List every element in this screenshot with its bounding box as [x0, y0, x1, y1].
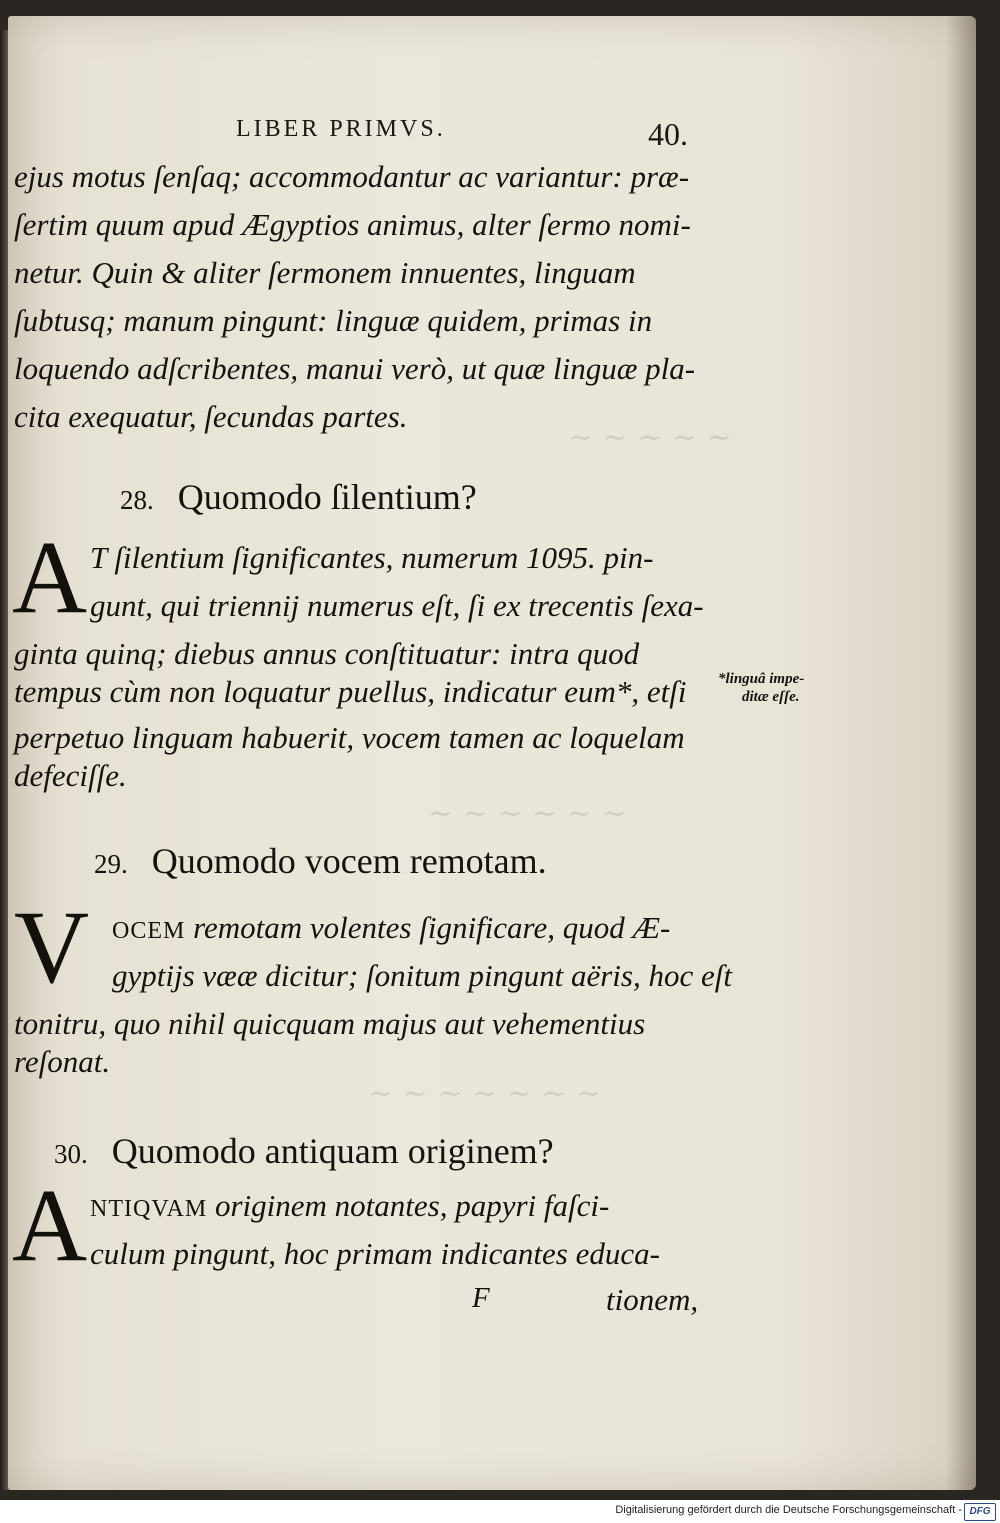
drop-cap: A	[12, 1168, 88, 1283]
running-head: LIBER PRIMVS.	[236, 116, 446, 142]
dfg-logo: DFG	[964, 1503, 996, 1521]
text-line: ginta quinq; diebus annus conſtituatur: intra quod	[14, 636, 640, 671]
show-through: ~ ~ ~ ~ ~ ~	[428, 796, 627, 831]
section-title: Quomodo vocem remotam.	[151, 841, 547, 881]
page-number: 40.	[648, 116, 688, 152]
text-line: ſertim quum apud Ægyptios animus, alter ſermo nomi-	[14, 207, 691, 242]
text-line: ſubtusq; manum pingunt: linguæ quidem, primas in	[14, 303, 653, 338]
text-line: T ſilentium ſignificantes, numerum 1095. pin-	[90, 540, 654, 575]
show-through: ~ ~ ~ ~ ~ ~ ~	[368, 1076, 602, 1111]
section-heading-30	[54, 1130, 554, 1172]
text-line: perpetuo linguam habuerit, vocem tamen ac loquelam	[14, 720, 685, 755]
section-number: 28.	[120, 485, 154, 515]
section-title: Quomodo ſilentium?	[177, 477, 477, 517]
section-heading-29	[94, 840, 547, 882]
text-line: loquendo adſcribentes, manui verò, ut quæ linguæ pla-	[14, 351, 696, 386]
signature-mark: F	[472, 1282, 490, 1314]
margin-note: *linguâ impe- ditæ eſſe.	[718, 671, 805, 705]
section-heading-28	[120, 476, 477, 518]
section-number: 30.	[54, 1139, 88, 1169]
text-line: culum pingunt, hoc primam indicantes educa-	[90, 1236, 660, 1271]
credit-bar	[0, 1500, 1000, 1523]
drop-cap: A	[12, 520, 88, 635]
text-line: cita exequatur, ſecundas partes.	[14, 399, 408, 434]
show-through: ~ ~ ~ ~ ~	[568, 420, 732, 455]
page-shadow	[946, 16, 976, 1490]
text-line: netur. Quin & aliter ſermonem innuentes, linguam	[14, 255, 636, 290]
credit-text: Digitalisierung gefördert durch die Deutsche Forschungsgemeinschaft -	[615, 1504, 962, 1516]
section-number: 29.	[94, 849, 128, 879]
drop-cap: V	[14, 890, 90, 1005]
text-line: reſonat.	[14, 1044, 111, 1079]
section-title: Quomodo antiquam originem?	[111, 1131, 554, 1171]
text-line: NTIQVAM originem notantes, papyri faſci-	[90, 1188, 610, 1223]
text-line: tempus cùm non loquatur puellus, indicatur eum*, etſi	[14, 674, 687, 709]
book-page	[8, 16, 976, 1490]
catchword: tionem,	[606, 1282, 699, 1317]
text-line: gyptijs vææ dicitur; ſonitum pingunt aëris, hoc eſt	[112, 958, 732, 993]
text-line: OCEM remotam volentes ſignificare, quod Æ-	[112, 910, 671, 945]
text-line: ejus motus ſenſaq; accommodantur ac variantur: præ-	[14, 159, 690, 194]
text-line: gunt, qui triennij numerus eſt, ſi ex trecentis ſexa-	[90, 588, 704, 623]
text-line: defeciſſe.	[14, 758, 127, 793]
text-line: tonitru, quo nihil quicquam majus aut vehementius	[14, 1006, 646, 1041]
